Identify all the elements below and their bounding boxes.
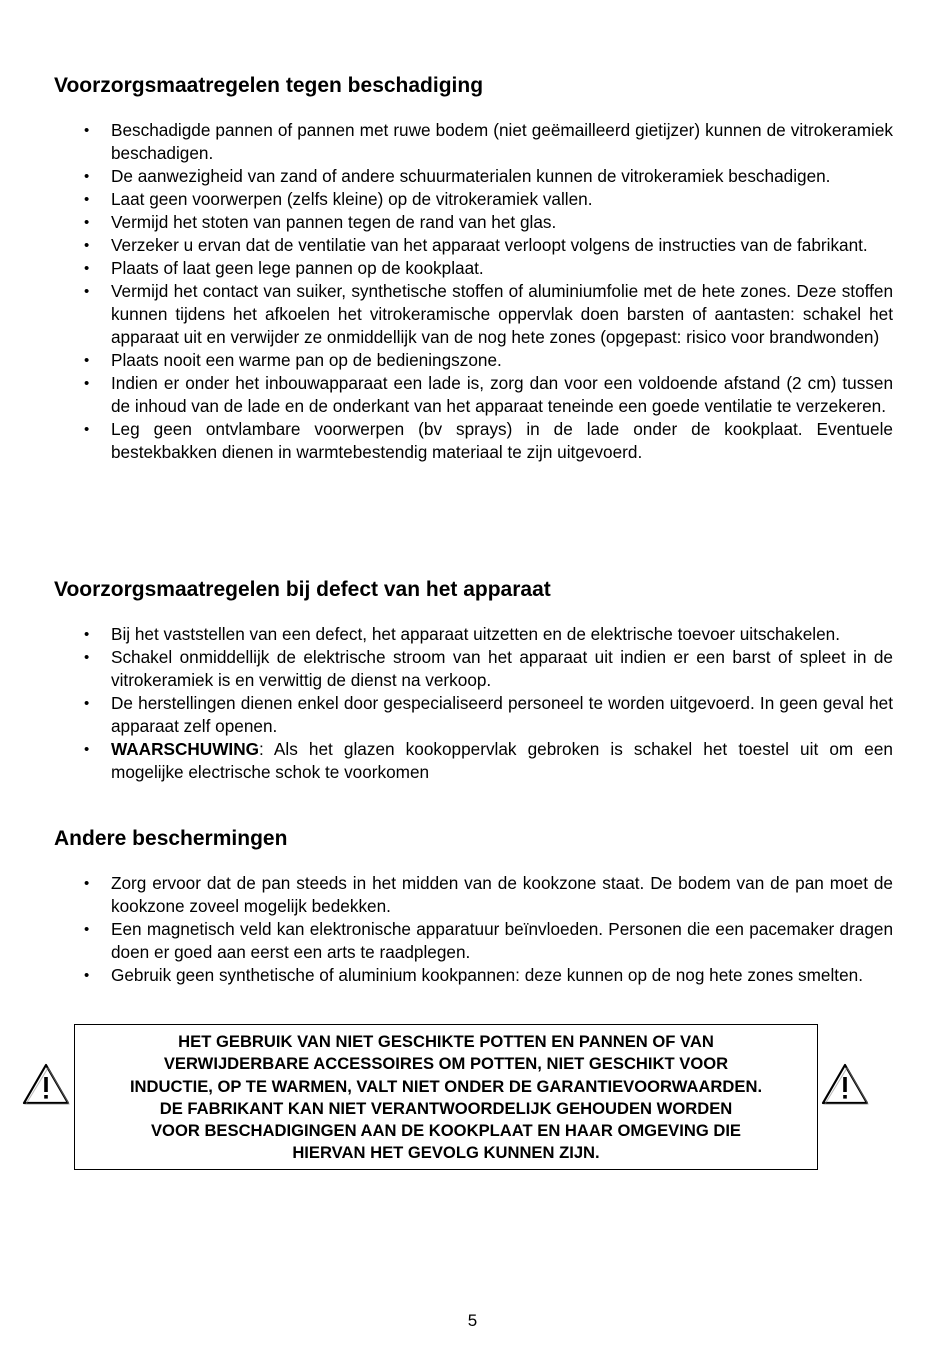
- list-item: • Schakel onmiddellijk de elektrische stroom van het apparaat uit indien er een barst of spleet in de vitrokeramiek is en verwittig de dienst na verkoop.: [84, 647, 893, 690]
- bullet-icon: •: [84, 921, 90, 938]
- bullet-icon: •: [84, 191, 90, 208]
- bullet-icon: •: [84, 237, 90, 254]
- list-item: • Een magnetisch veld kan elektronische apparatuur beïnvloeden. Personen die een pacemaker dragen doen er goed aan eerst een arts te raadplegen.: [84, 919, 893, 962]
- section-heading-other: Andere beschermingen: [54, 827, 288, 850]
- damage-precautions-list: [0, 119, 893, 464]
- warning-line: DE FABRIKANT KAN NIET VERANTWOORDELIJK GEHOUDEN WORDEN: [159, 1098, 733, 1118]
- list-item: • Plaats nooit een warme pan op de bedieningszone.: [84, 350, 502, 370]
- list-item: • Vermijd het contact van suiker, synthetische stoffen of aluminiumfolie met de hete zones. Deze stoffen kunnen tijdens het afkoelen het vitrokeramische oppervlak doen barsten of aantasten: schakel het apparaat uit en verwijder ze onmiddellijk van de nog hete zones (opgepast: risico voor brandwonden): [84, 281, 893, 347]
- section-heading-damage: Voorzorgsmaatregelen tegen beschadiging: [54, 74, 484, 97]
- list-item: • Zorg ervoor dat de pan steeds in het midden van de kookzone staat. De bodem van de pan moet de kookzone zoveel mogelijk bedekken.: [84, 873, 893, 916]
- warning-line: VOOR BESCHADIGINGEN AAN DE KOOKPLAAT EN HAAR OMGEVING DIE: [150, 1121, 742, 1141]
- list-item: • Plaats of laat geen lege pannen op de kookplaat.: [84, 258, 484, 278]
- list-item: • Vermijd het stoten van pannen tegen de rand van het glas.: [84, 212, 557, 232]
- warning-line: HIERVAN HET GEVOLG KUNNEN ZIJN.: [292, 1143, 600, 1163]
- bullet-icon: •: [84, 967, 90, 984]
- warning-label: WAARSCHUWING: [111, 739, 259, 759]
- bullet-icon: •: [84, 626, 90, 643]
- list-item: • Verzeker u ervan dat de ventilatie van het apparaat verloopt volgens de instructies van de fabrikant.: [84, 235, 868, 255]
- list-item: • Bij het vaststellen van een defect, het apparaat uitzetten en de elektrische toevoer uitschakelen.: [84, 624, 841, 644]
- warning-line: HET GEBRUIK VAN NIET GESCHIKTE POTTEN EN PANNEN OF VAN: [178, 1032, 714, 1051]
- bullet-icon: •: [84, 649, 90, 666]
- bullet-icon: •: [84, 283, 90, 300]
- bullet-icon: •: [84, 875, 90, 892]
- warranty-warning-box: [74, 1024, 818, 1170]
- bullet-icon: •: [84, 260, 90, 277]
- list-item: • Indien er onder het inbouwapparaat een lade is, zorg dan voor een voldoende afstand (2 cm) tussen de inhoud van de lade en de onderkant van het apparaat teneinde een goede ventilatie te verzekeren.: [84, 373, 893, 416]
- other-protections-list: [0, 872, 893, 987]
- list-item: • Gebruik geen synthetische of aluminium kookpannen: deze kunnen op de nog hete zones smelten.: [84, 965, 863, 985]
- list-item: • Beschadigde pannen of pannen met ruwe bodem (niet geëmailleerd gietijzer) kunnen de vitrokeramiek beschadigen.: [84, 120, 893, 163]
- page-number: 5: [467, 1311, 478, 1330]
- bullet-icon: •: [84, 214, 90, 231]
- bullet-icon: •: [84, 421, 90, 438]
- list-item-warning: • WAARSCHUWING: Als het glazen kookoppervlak gebroken is schakel het toestel uit om een mogelijke electrische schok te voorkomen: [84, 739, 893, 782]
- list-item: • Laat geen voorwerpen (zelfs kleine) op de vitrokeramiek vallen.: [84, 189, 593, 209]
- list-item: • De herstellingen dienen enkel door gespecialiseerd personeel te worden uitgevoerd. In geen geval het apparaat zelf openen.: [84, 693, 893, 736]
- warning-line: VERWIJDERBARE ACCESSOIRES OM POTTEN, NIET GESCHIKT VOOR: [163, 1054, 729, 1074]
- warning-triangle-icon: [821, 1062, 869, 1106]
- warning-triangle-icon: [22, 1062, 70, 1106]
- section-heading-defect: Voorzorgsmaatregelen bij defect van het apparaat: [54, 578, 551, 601]
- list-item: • Leg geen ontvlambare voorwerpen (bv sprays) in de lade onder de kookplaat. Eventuele bestekbakken dienen in warmtebestendig materiaal te zijn uitgevoerd.: [84, 419, 893, 462]
- bullet-icon: •: [84, 695, 90, 712]
- bullet-icon: •: [84, 741, 90, 758]
- defect-precautions-list: [0, 623, 893, 784]
- bullet-icon: •: [84, 168, 90, 185]
- bullet-icon: •: [84, 122, 90, 139]
- list-item: • De aanwezigheid van zand of andere schuurmaterialen kunnen de vitrokeramiek beschadigen.: [84, 166, 831, 186]
- warning-line: INDUCTIE, OP TE WARMEN, VALT NIET ONDER DE GARANTIEVOORWAARDEN.: [129, 1076, 763, 1096]
- bullet-icon: •: [84, 375, 90, 392]
- bullet-icon: •: [84, 352, 90, 369]
